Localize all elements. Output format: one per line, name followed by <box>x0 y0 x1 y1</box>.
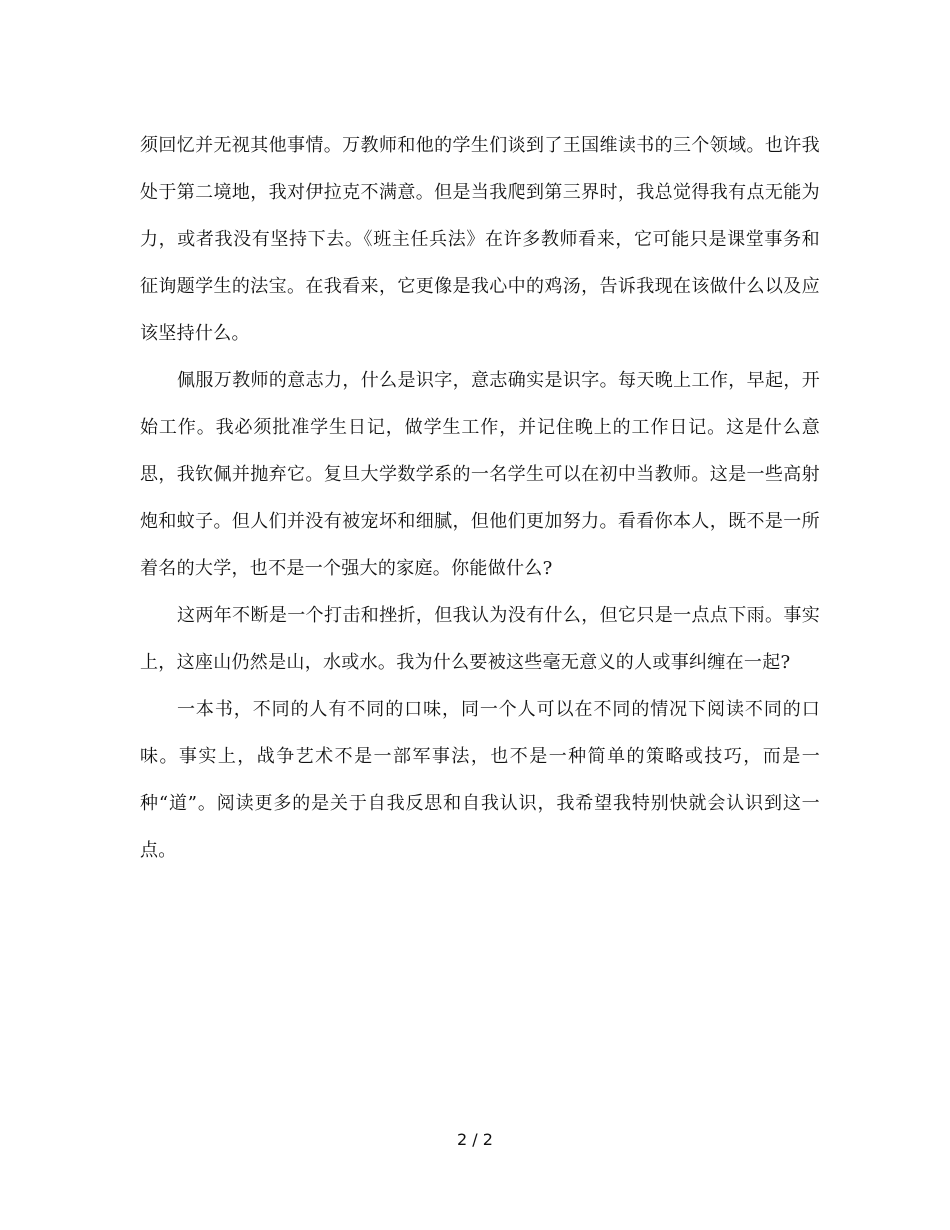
paragraph-1: 须回忆并无视其他事情。万教师和他的学生们谈到了王国维读书的三个领域。也许我处于第二境地，我对伊拉克不满意。但是当我爬到第三界时，我总觉得我有点无能为力，或者我没有坚持下去。《班主任兵法》在许多教师看来，它可能只是课堂事务和征询题学生的法宝。在我看来，它更像是我心中的鸡汤，告诉我现在该做什么以及应该坚持什么。 <box>140 135 820 344</box>
paragraph-2: 佩服万教师的意志力，什么是识字，意志确实是识字。每天晚上工作，早起，开始工作。我必须批准学生日记，做学生工作，并记住晚上的工作日记。这是什么意思，我钦佩并抛弃它。复旦大学数学系的一名学生可以在初中当教师。这是一些高射炮和蚊子。但人们并没有被宠坏和细腻，但他们更加努力。看看你本人，既不是一所着名的大学，也不是一个强大的家庭。你能做什么? <box>140 370 820 579</box>
document-body <box>140 122 820 874</box>
page-number: 2 / 2 <box>457 1130 493 1149</box>
paragraph-3: 这两年不断是一个打击和挫折，但我认为没有什么，但它只是一点点下雨。事实上，这座山仍然是山，水或水。我为什么要被这些毫无意义的人或事纠缠在一起? <box>140 605 820 673</box>
paragraph-4: 一本书，不同的人有不同的口味，同一个人可以在不同的情况下阅读不同的口味。事实上，战争艺术不是一部军事法，也不是一种简单的策略或技巧，而是一种“道”。阅读更多的是关于自我反思和自我认识，我希望我特别快就会认识到这一点。 <box>140 699 820 861</box>
